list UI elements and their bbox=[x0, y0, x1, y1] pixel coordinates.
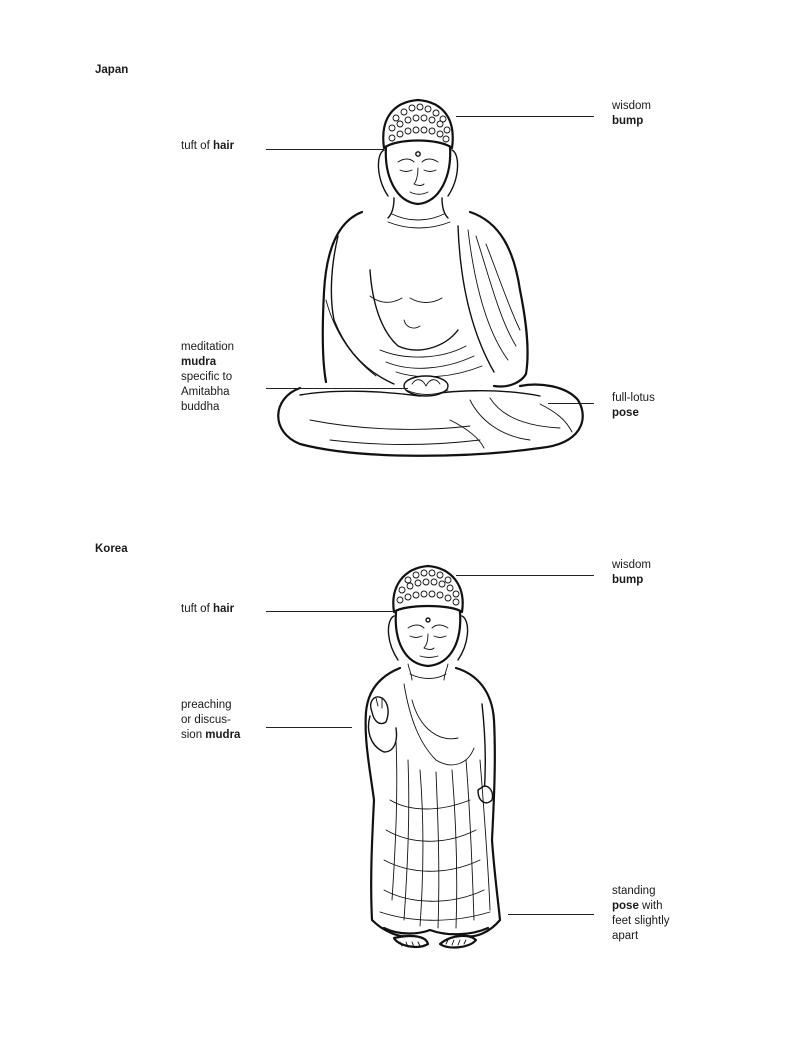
korea-preaching-text: preaching bbox=[181, 699, 232, 711]
japan-tuft-text: tuft of bbox=[181, 140, 213, 152]
japan-specific-text: specific to bbox=[181, 371, 233, 383]
japan-meditation-mudra-label bbox=[181, 340, 234, 415]
japan-bump-text: bump bbox=[612, 115, 644, 127]
korea-standing-text: standing bbox=[612, 885, 656, 897]
korea-pose-text: pose bbox=[612, 900, 639, 912]
korea-wisdom-bump-leader bbox=[456, 575, 594, 576]
japan-mudra-text: mudra bbox=[181, 356, 217, 368]
japan-meditation-text: meditation bbox=[181, 341, 235, 353]
korea-with-text: with bbox=[638, 900, 663, 912]
japan-lotus-leader bbox=[548, 403, 594, 404]
korea-feet-text: feet slightly bbox=[612, 915, 670, 927]
korea-mudra-text: mudra bbox=[205, 729, 241, 741]
japan-tuft-label bbox=[181, 139, 234, 154]
japan-pose-text: pose bbox=[612, 407, 639, 419]
korea-standing-leader bbox=[508, 914, 594, 915]
japan-mudra-leader bbox=[266, 388, 408, 389]
standing-buddha-figure bbox=[366, 566, 500, 947]
korea-wisdom-bump-label bbox=[612, 558, 651, 588]
korea-preaching-leader bbox=[266, 727, 352, 728]
korea-hair-text: hair bbox=[212, 603, 235, 615]
korea-discussion-text: or discus- bbox=[181, 714, 231, 726]
japan-hair-text: hair bbox=[212, 140, 235, 152]
japan-full-lotus-label bbox=[612, 391, 655, 421]
korea-tuft-label bbox=[181, 602, 234, 617]
japan-amitabha-text: Amitabha bbox=[181, 386, 230, 398]
korea-tuft-text: tuft of bbox=[181, 603, 213, 615]
japan-section-title: Japan bbox=[95, 64, 129, 76]
korea-apart-text: apart bbox=[612, 930, 639, 942]
korea-bump-text: bump bbox=[612, 574, 644, 586]
japan-wisdom-bump-leader bbox=[456, 116, 594, 117]
korea-section-title: Korea bbox=[95, 543, 128, 555]
korea-sion-text: sion bbox=[181, 729, 206, 741]
seated-buddha-figure bbox=[278, 100, 583, 456]
japan-wisdom-bump-label bbox=[612, 99, 651, 129]
korea-preaching-mudra-label bbox=[181, 698, 240, 743]
japan-buddha-text: buddha bbox=[181, 401, 220, 413]
korea-standing-pose-label bbox=[612, 884, 670, 944]
japan-tuft-leader bbox=[266, 149, 384, 150]
korea-wisdom-text: wisdom bbox=[612, 559, 651, 571]
japan-full-lotus-text: full-lotus bbox=[612, 392, 655, 404]
japan-wisdom-text: wisdom bbox=[612, 100, 651, 112]
korea-tuft-leader bbox=[266, 611, 396, 612]
